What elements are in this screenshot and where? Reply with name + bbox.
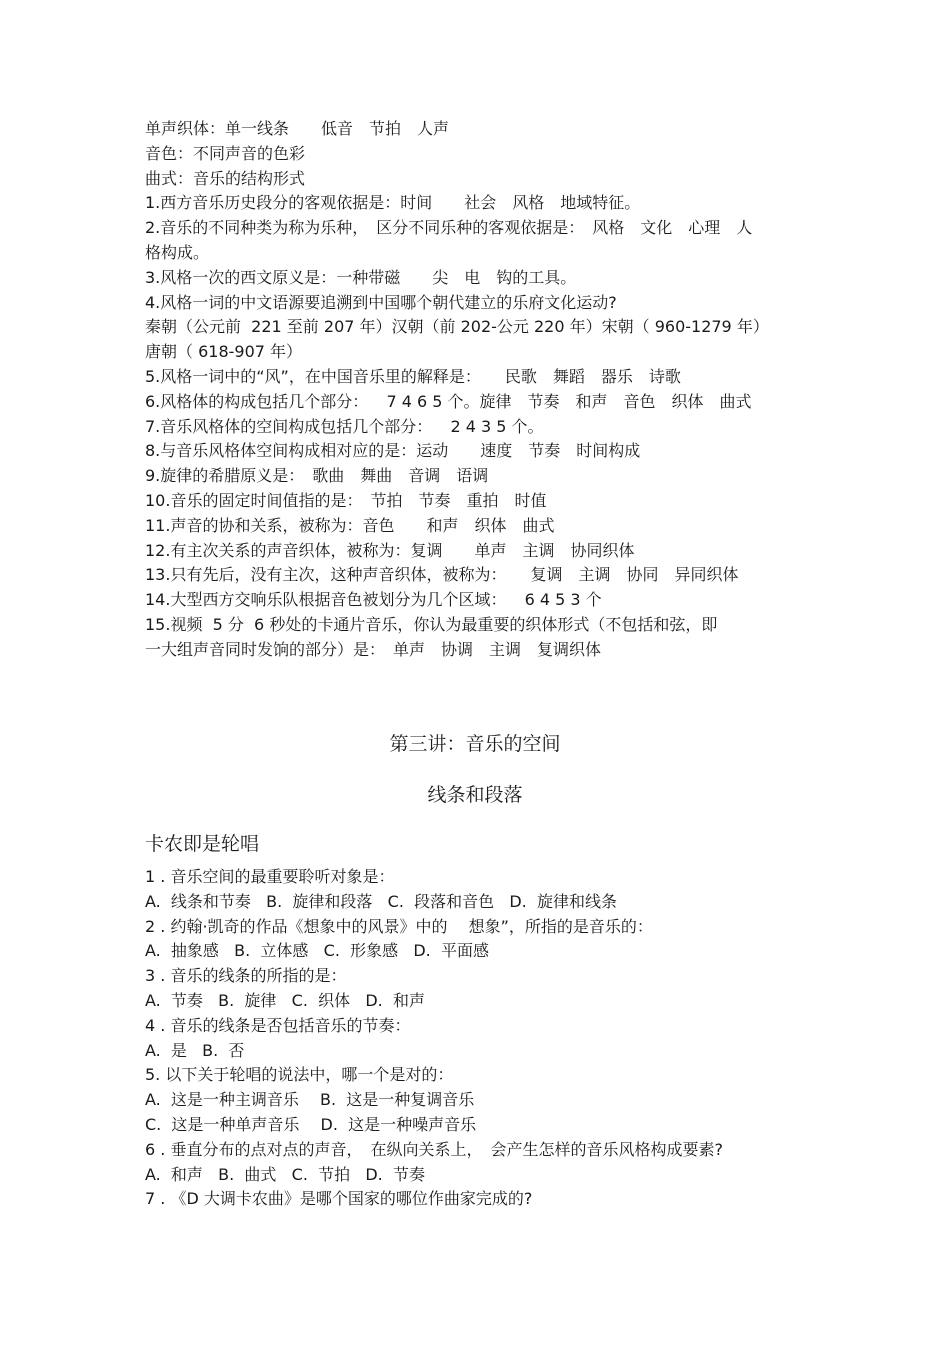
text-line: 唐朝（ 618-907 年） [145, 342, 303, 362]
question-text: 6 . 垂直分布的点对点的声音， 在纵向关系上， 会产生怎样的音乐风格构成要素? [145, 1139, 723, 1159]
question-text: 1 . 音乐空间的最重要聆听对象是： [145, 867, 395, 886]
text-line: 12.有主次关系的声音织体，被称为：复调 单声 主调 协同织体 [145, 540, 635, 560]
question-text: 5. 以下关于轮唱的说法中，哪一个是对的： [145, 1065, 454, 1085]
text-line: 2.音乐的不同种类为称为乐种， 区分不同乐种的客观依据是： 风格 文化 心理 人 [145, 218, 753, 238]
text-line: 11.声音的协和关系，被称为：音色 和声 织体 曲式 [145, 515, 555, 535]
answer-options: A. 这是一种主调音乐 B. 这是一种复调音乐 [145, 1090, 475, 1110]
answer-options: A. 节奏 B. 旋律 C. 织体 D. 和声 [145, 990, 425, 1010]
text-line: 一大组声音同时发饷的部分）是： 单声 协调 主调 复调织体 [145, 639, 602, 659]
question-text: 4 . 音乐的线条是否包括音乐的节奏： [145, 1015, 411, 1035]
text-line: 8.与音乐风格体空间构成相对应的是：运动 速度 节奏 时间构成 [145, 441, 641, 461]
answer-notes-section [145, 117, 810, 663]
text-line: 7.音乐风格体的空间构成包括几个部分： 2 4 3 5 个。 [145, 416, 544, 436]
answer-options: A. 是 B. 否 [145, 1040, 245, 1060]
text-line: 14.大型西方交响乐队根据音色被划分为几个区域： 6 4 5 3 个 [145, 590, 602, 610]
text-line: 10.音乐的固定时间值指的是： 节拍 节奏 重拍 时值 [145, 490, 547, 510]
text-line: 13.只有先后，没有主次，这种声音织体，被称为： 复调 主调 协同 异同织体 [145, 565, 739, 585]
answer-options: C. 这是一种单声音乐 D. 这是一种噪声音乐 [145, 1114, 477, 1134]
lecture-title: 第三讲：音乐的空间 [389, 733, 561, 755]
lecture-subtitle: 线条和段落 [427, 784, 523, 806]
text-line: 4.风格一词的中文语源要追溯到中国哪个朝代建立的乐府文化运动? [145, 292, 617, 312]
answer-options: A. 线条和节奏 B. 旋律和段落 C. 段落和音色 D. 旋律和线条 [145, 891, 617, 911]
text-line: 曲式：音乐的结构形式 [145, 168, 306, 188]
answer-options: A. 和声 B. 曲式 C. 节拍 D. 节奏 [145, 1164, 425, 1184]
question-text: 2 . 约翰·凯奇的作品《想象中的风景》中的 想象”，所指的是音乐的： [145, 916, 653, 936]
text-line: 格构成。 [145, 242, 210, 262]
answer-options: A. 抽象感 B. 立体感 C. 形象感 D. 平面感 [145, 941, 489, 961]
text-line: 15.视频 5 分 6 秒处的卡通片音乐，你认为最重要的织体形式（不包括和弦，即 [145, 614, 718, 634]
question-text: 7 . 《D 大调卡农曲》是哪个国家的哪位作曲家完成的? [145, 1189, 533, 1209]
text-line: 6.风格体的构成包括几个部分： 7 4 6 5 个。旋律 节奏 和声 音色 织体 曲式 [145, 391, 752, 411]
question-text: 3 . 音乐的线条的所指的是： [145, 966, 347, 986]
text-line: 5.风格一词中的“风”，在中国音乐里的解释是： 民歌 舞蹈 器乐 诗歌 [145, 366, 681, 386]
text-line: 1.西方音乐历史段分的客观依据是：时间 社会 风格 地域特征。 [145, 193, 641, 213]
text-line: 音色：不同声音的色彩 [145, 143, 306, 163]
text-line: 秦朝（公元前 221 至前 207 年）汉朝（前 202-公元 220 年）宋朝（ 960-1279 年） [145, 317, 769, 337]
text-line: 9.旋律的希腊原义是： 歌曲 舞曲 音调 语调 [145, 466, 489, 486]
quiz-section [145, 865, 810, 1212]
text-line: 单声织体：单一线条 低音 节拍 人声 [145, 119, 450, 138]
canon-heading: 卡农即是轮唱 [145, 833, 260, 855]
text-line: 3.风格一次的西文原义是：一种带磁 尖 电 钩的工具。 [145, 267, 577, 287]
